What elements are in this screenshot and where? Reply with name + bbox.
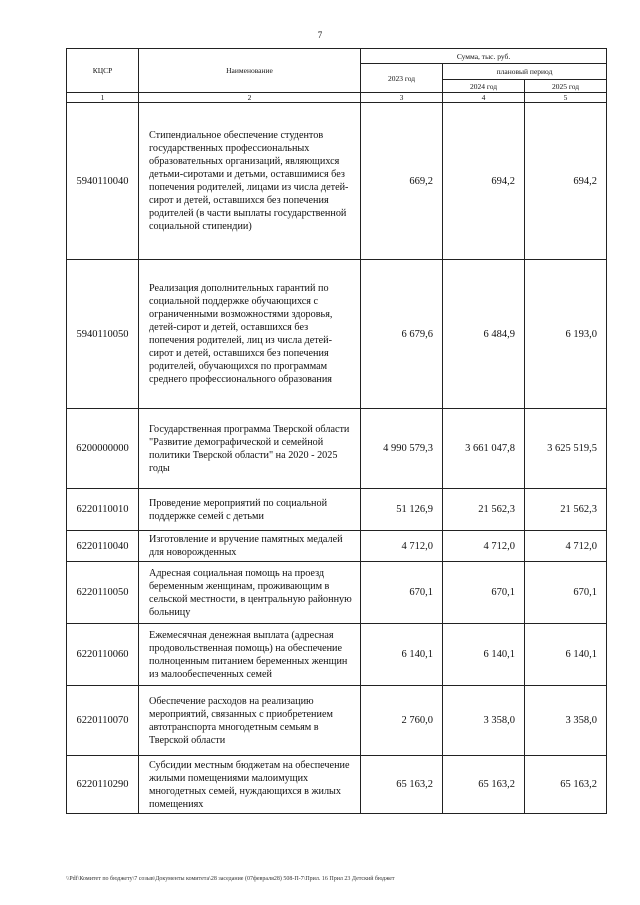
row-value-2023: 6 679,6 bbox=[361, 260, 443, 409]
column-number: 4 bbox=[443, 93, 525, 103]
row-value-2024: 6 140,1 bbox=[443, 624, 525, 686]
header-name: Наименование bbox=[139, 49, 361, 93]
header-sum: Сумма, тыс. руб. bbox=[361, 49, 607, 64]
table-row bbox=[67, 409, 607, 489]
row-value-2023: 670,1 bbox=[361, 562, 443, 624]
row-value-2025: 6 140,1 bbox=[525, 624, 607, 686]
row-code: 6220110060 bbox=[67, 624, 139, 686]
row-name: Стипендиальное обеспечение студентов государственных профессиональных образовательных организаций, являющихся детьми-сиротами и детьми, оставшимися без попечения родителей, лицами из числа детей-сирот и детей, оставшихся без попечения родителей (в части выплаты государственной социальной стипендии) bbox=[139, 103, 361, 260]
table-row bbox=[67, 686, 607, 756]
row-name: Обеспечение расходов на реализацию мероприятий, связанных с приобретением автотранспорта многодетным семьям в Тверской области bbox=[139, 686, 361, 756]
table-row bbox=[67, 531, 607, 562]
row-value-2025: 670,1 bbox=[525, 562, 607, 624]
page-number: 7 bbox=[317, 30, 323, 40]
row-value-2024: 6 484,9 bbox=[443, 260, 525, 409]
row-code: 5940110040 bbox=[67, 103, 139, 260]
table-row bbox=[67, 562, 607, 624]
column-number: 3 bbox=[361, 93, 443, 103]
row-value-2025: 3 625 519,5 bbox=[525, 409, 607, 489]
row-name: Субсидии местным бюджетам на обеспечение жилыми помещениями малоимущих многодетных семей, нуждающихся в жилых помещениях bbox=[139, 756, 361, 814]
row-value-2023: 669,2 bbox=[361, 103, 443, 260]
row-value-2023: 6 140,1 bbox=[361, 624, 443, 686]
row-value-2024: 4 712,0 bbox=[443, 531, 525, 562]
row-value-2023: 2 760,0 bbox=[361, 686, 443, 756]
column-number: 5 bbox=[525, 93, 607, 103]
row-value-2025: 65 163,2 bbox=[525, 756, 607, 814]
row-name: Государственная программа Тверской области "Развитие демографической и семейной политики Тверской области" на 2020 - 2025 годы bbox=[139, 409, 361, 489]
row-name: Адресная социальная помощь на проезд беременным женщинам, проживающим в сельской местности, в центральную районную больницу bbox=[139, 562, 361, 624]
header-year-2025: 2025 год bbox=[525, 80, 607, 93]
row-value-2024: 694,2 bbox=[443, 103, 525, 260]
row-code: 5940110050 bbox=[67, 260, 139, 409]
row-value-2024: 3 661 047,8 bbox=[443, 409, 525, 489]
row-name: Проведение мероприятий по социальной поддержке семей с детьми bbox=[139, 489, 361, 531]
row-value-2024: 21 562,3 bbox=[443, 489, 525, 531]
row-name: Изготовление и вручение памятных медалей для новорожденных bbox=[139, 531, 361, 562]
row-value-2025: 6 193,0 bbox=[525, 260, 607, 409]
row-code: 6220110040 bbox=[67, 531, 139, 562]
row-value-2024: 65 163,2 bbox=[443, 756, 525, 814]
row-value-2023: 4 712,0 bbox=[361, 531, 443, 562]
header-year-2023: 2023 год bbox=[361, 64, 443, 93]
row-code: 6220110070 bbox=[67, 686, 139, 756]
table-row bbox=[67, 624, 607, 686]
row-value-2025: 21 562,3 bbox=[525, 489, 607, 531]
table-row bbox=[67, 489, 607, 531]
row-code: 6220110290 bbox=[67, 756, 139, 814]
row-value-2024: 670,1 bbox=[443, 562, 525, 624]
row-value-2025: 3 358,0 bbox=[525, 686, 607, 756]
header-year-2024: 2024 год bbox=[443, 80, 525, 93]
column-numbers-row bbox=[67, 93, 607, 103]
row-value-2023: 4 990 579,3 bbox=[361, 409, 443, 489]
row-name: Реализация дополнительных гарантий по социальной поддержке обучающихся с ограниченными возможностями здоровья, детей-сирот и детей, оставшихся без попечения родителей, лиц из числа детей-сирот и детей, оставшихся без попечения родителей, обучающихся по программам среднего профессионального образования bbox=[139, 260, 361, 409]
row-code: 6200000000 bbox=[67, 409, 139, 489]
header-planned-period: плановый период bbox=[443, 64, 607, 80]
budget-table bbox=[66, 48, 607, 814]
column-number: 2 bbox=[139, 93, 361, 103]
table-row bbox=[67, 756, 607, 814]
column-number: 1 bbox=[67, 93, 139, 103]
row-value-2024: 3 358,0 bbox=[443, 686, 525, 756]
row-value-2023: 51 126,9 bbox=[361, 489, 443, 531]
row-name: Ежемесячная денежная выплата (адресная продовольственная помощь) на обеспечение полноценным питанием беременных женщин из малообеспеченных семей bbox=[139, 624, 361, 686]
table-row bbox=[67, 260, 607, 409]
row-value-2025: 694,2 bbox=[525, 103, 607, 260]
row-value-2025: 4 712,0 bbox=[525, 531, 607, 562]
file-path-footer: \\Pdf\Комитет по бюджету\7 созыв\Документы комитета\28 заседание (07февраля28) 508-П-7\Прил. 16 Прил 23 Детский бюджет bbox=[66, 876, 395, 882]
header-code: КЦСР bbox=[67, 49, 139, 93]
row-code: 6220110010 bbox=[67, 489, 139, 531]
table-row bbox=[67, 103, 607, 260]
row-code: 6220110050 bbox=[67, 562, 139, 624]
row-value-2023: 65 163,2 bbox=[361, 756, 443, 814]
